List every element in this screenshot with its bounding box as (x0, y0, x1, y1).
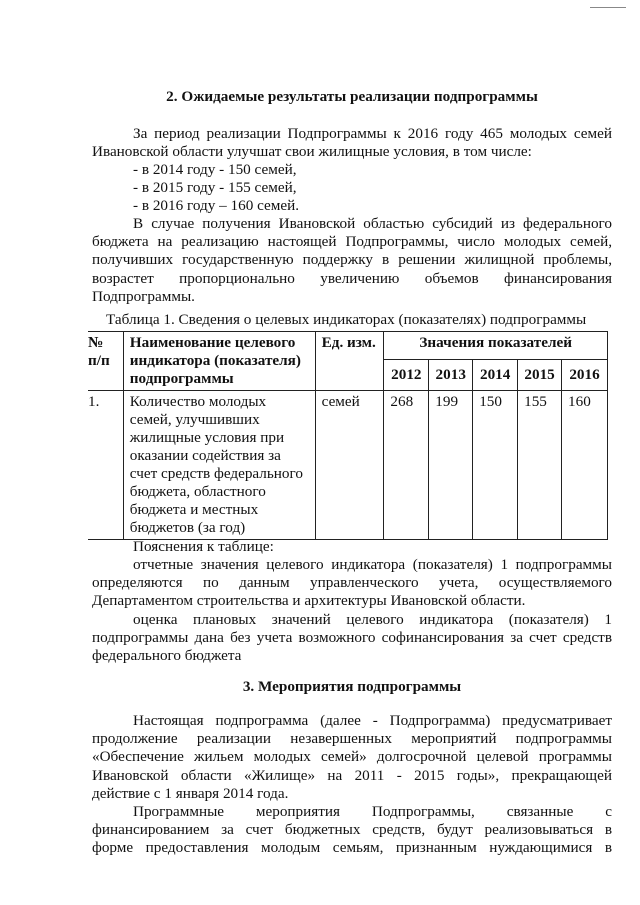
table-row (88, 391, 608, 540)
header-year: 2012 (384, 360, 429, 391)
header-year: 2016 (562, 360, 608, 391)
text-line: федерального бюджета (92, 647, 242, 665)
text-line: подпрограммы дана без учета возможного софинансирования за счет средств (92, 629, 612, 647)
text-line: финансированием за счет бюджетных средств, будут реализовываться в (92, 821, 612, 839)
text-line: определяются по данным управленческого учета, осуществляемого (92, 574, 612, 592)
text-line: продолжение реализации незавершенных мероприятий подпрограммы (92, 730, 612, 748)
section-3-paragraph-1 (92, 712, 612, 803)
text-line: бюджета на реализацию настоящей Подпрограммы, число молодых семей, (92, 233, 612, 251)
table-caption: Таблица 1. Сведения о целевых индикаторах (показателях) подпрограммы (106, 311, 587, 328)
text-line: возрастет пропорционально увеличению объемов финансирования (92, 269, 612, 287)
list-item: - в 2016 году – 160 семей. (133, 197, 300, 214)
text-line: отчетные значения целевого индикатора (показателя) 1 подпрограммы (133, 556, 612, 573)
list-item: - в 2015 году - 155 семей, (133, 179, 297, 196)
text-line: форме предоставления молодым семьям, признанным нуждающимися в (92, 839, 612, 857)
header-num: № п/п (88, 332, 123, 391)
section-2-paragraph-2 (92, 215, 612, 306)
text-line: «Обеспечение жильем молодых семей» долгосрочной целевой программы (92, 748, 612, 766)
text-line: Настоящая подпрограмма (далее - Подпрограмма) предусматривает (133, 712, 612, 729)
cell-value: 160 (562, 391, 608, 540)
text-line: действие с 1 января 2014 года. (92, 784, 289, 802)
note-1 (92, 556, 612, 611)
section-2-heading: 2. Ожидаемые результаты реализации подпрограммы (166, 88, 538, 105)
list-item: - в 2014 году - 150 семей, (133, 161, 297, 178)
text-line: Ивановской области улучшат свои жилищные условия, в том числе: (92, 143, 532, 161)
section-3-heading: 3. Мероприятия подпрограммы (242, 678, 462, 695)
cell-value: 155 (518, 391, 562, 540)
text-line: Подпрограммы. (92, 287, 195, 305)
cell-value: 150 (473, 391, 518, 540)
section-2-paragraph-1 (92, 125, 612, 161)
text-line: Департаментом строительства и архитектуры Ивановской области. (92, 592, 526, 610)
notes-title: Пояснения к таблице: (133, 538, 274, 555)
header-name: Наименование целевого индикатора (показателя) подпрограммы (123, 332, 315, 391)
cell-name: Количество молодых семей, улучшивших жилищные условия при оказании содействия за счет средств федерального бюджета, областного бюджета и местных бюджетов (за год) (123, 391, 315, 540)
cell-value: 268 (384, 391, 429, 540)
section-3-paragraph-2 (92, 803, 612, 858)
table-header-row (88, 332, 608, 360)
text-line: оценка плановых значений целевого индикатора (показателя) 1 (133, 611, 612, 628)
header-year: 2015 (518, 360, 562, 391)
text-line: В случае получения Ивановской областью субсидий из федерального (133, 215, 612, 232)
header-year: 2014 (473, 360, 518, 391)
scan-corner-mark (590, 7, 626, 8)
header-year: 2013 (429, 360, 473, 391)
header-values-group: Значения показателей (384, 332, 608, 360)
text-line: Ивановской области «Жилище» на 2011 - 2015 годы», прекращающей (92, 766, 612, 784)
header-unit: Ед. изм. (315, 332, 384, 391)
text-line: За период реализации Подпрограммы к 2016 году 465 молодых семей (133, 125, 612, 142)
indicators-table (88, 331, 608, 540)
cell-unit: семей (315, 391, 384, 540)
cell-value: 199 (429, 391, 473, 540)
note-2 (92, 611, 612, 666)
text-line: Программные мероприятия Подпрограммы, связанные с (133, 803, 612, 820)
cell-num: 1. (88, 391, 123, 540)
text-line: получивших государственную поддержку в решении жилищной проблемы, (92, 251, 612, 269)
